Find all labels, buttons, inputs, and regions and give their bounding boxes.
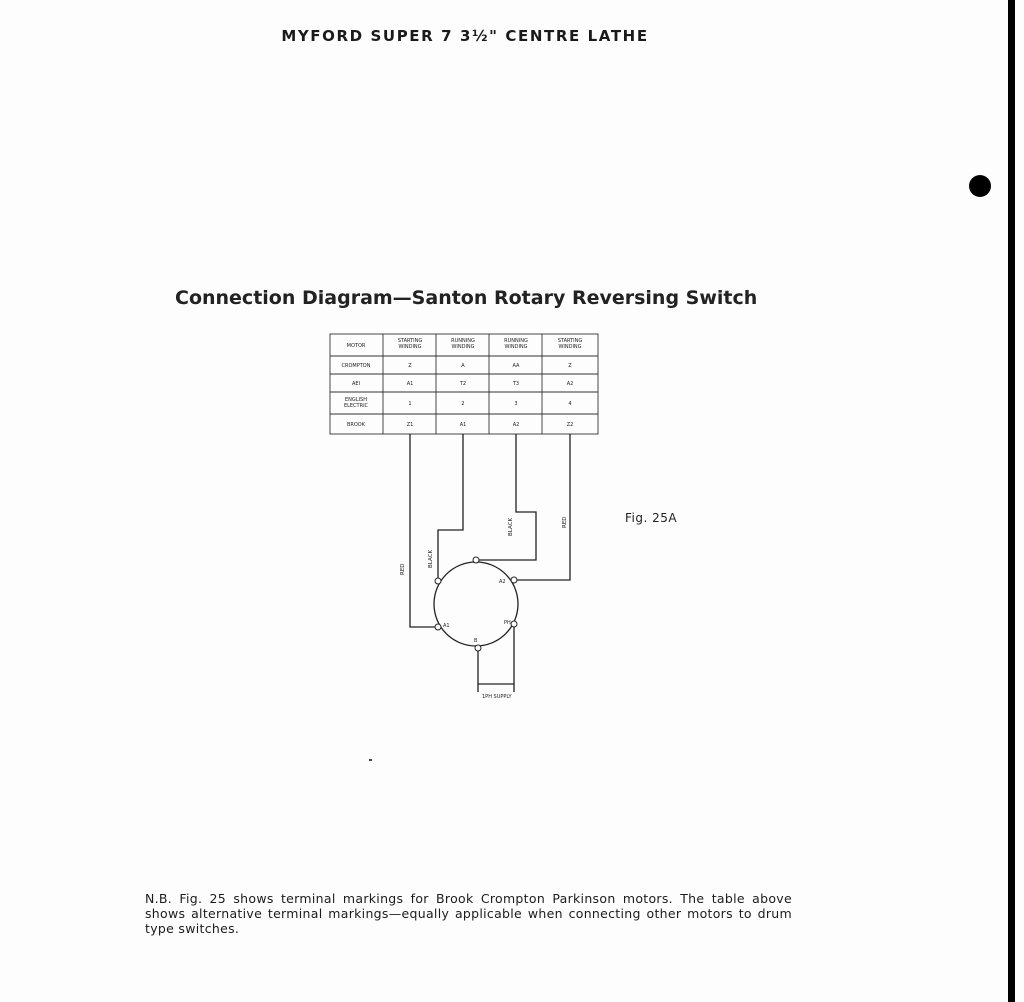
- table-header-line: RUNNING: [504, 338, 528, 344]
- terminal-contact: [435, 578, 441, 584]
- table-header-line: WINDING: [504, 344, 528, 350]
- wire-label-black-left: BLACK: [428, 549, 434, 568]
- table-cell-motor: ELECTRIC: [343, 403, 369, 409]
- table-cell-motor: AEI: [351, 381, 361, 387]
- table-cell: 4: [568, 401, 572, 407]
- table-cell: Z: [568, 363, 572, 369]
- wiring: [410, 434, 570, 692]
- rotary-switch-body: [434, 562, 518, 646]
- table-cell-motor: BROOK: [346, 422, 366, 428]
- table-cell-motor: CROMPTON: [341, 363, 371, 369]
- table-header-line: WINDING: [558, 344, 582, 350]
- table-cell: T2: [459, 381, 467, 387]
- terminal-contact: [475, 645, 481, 651]
- table-cell: Z2: [566, 422, 574, 428]
- terminal-contact: [511, 621, 517, 627]
- table-header-line: STARTING: [397, 338, 423, 344]
- table-cell: T3: [512, 381, 520, 387]
- table-cell: AA: [512, 363, 520, 369]
- terminal-contact: [473, 557, 479, 563]
- figure-label: Fig. 25A: [625, 511, 678, 525]
- terminal-label-a2: A2: [499, 579, 506, 585]
- switch-terminals: [435, 557, 517, 651]
- table-header-line: RUNNING: [451, 338, 475, 344]
- table-header-line: WINDING: [398, 344, 422, 350]
- wire-black-right: [476, 434, 536, 560]
- table-cell: Z1: [406, 422, 414, 428]
- wire-black-left: [438, 434, 463, 581]
- diagram-title: Connection Diagram—Santon Rotary Reversing Switch: [175, 287, 758, 309]
- table-cell: 2: [461, 401, 465, 407]
- terminal-label-ph: PH: [504, 620, 511, 626]
- table-cell: A1: [459, 422, 467, 428]
- table-header-motor: MOTOR: [346, 343, 366, 349]
- table-header-line: STARTING: [557, 338, 583, 344]
- table-cell: A2: [512, 422, 520, 428]
- terminal-label-b: B: [474, 638, 478, 644]
- table-cell: 3: [514, 401, 518, 407]
- table-cell: 1: [408, 401, 412, 407]
- page-header: MYFORD SUPER 7 3½" CENTRE LATHE: [281, 27, 649, 45]
- footnote: N.B. Fig. 25 shows terminal markings for Brook Crompton Parkinson motors. The table above shows alternative terminal markings—equally applicable when connecting other motors to drum type switches.: [145, 891, 792, 936]
- terminal-label-a1: A1: [443, 623, 450, 629]
- print-speck: [369, 759, 372, 761]
- table-cell: Z: [408, 363, 412, 369]
- wire-label-red-right: RED: [562, 516, 568, 528]
- table-cell: A1: [406, 381, 414, 387]
- table-header-line: WINDING: [451, 344, 475, 350]
- table-cell: A: [461, 363, 465, 369]
- wire-label-black-right: BLACK: [508, 517, 514, 536]
- wire-red-right: [514, 434, 570, 580]
- wire-label-red: RED: [400, 563, 406, 575]
- table-cell-motor: ENGLISH: [345, 397, 367, 403]
- table-cell: A2: [566, 381, 574, 387]
- terminal-contact: [511, 577, 517, 583]
- supply-label: 1PH SUPPLY: [482, 694, 512, 700]
- terminal-contact: [435, 624, 441, 630]
